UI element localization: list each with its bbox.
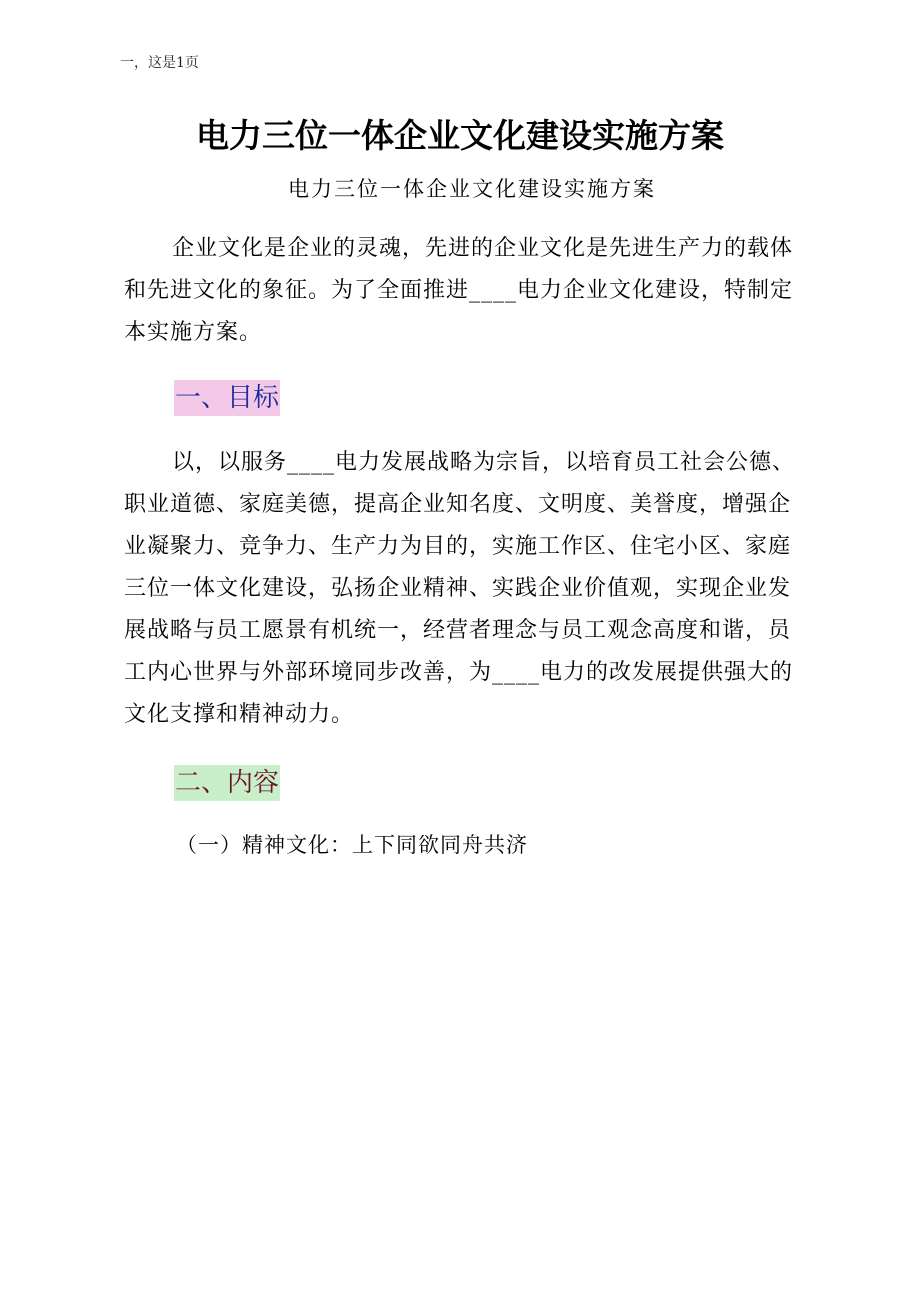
section-heading-goal: 一、目标 [174, 380, 280, 416]
subheading-spiritual-culture: （一）精神文化：上下同欲同舟共济 [176, 833, 528, 857]
document-subtitle: 电力三位一体企业文化建设实施方案 [288, 177, 656, 201]
document-title: 电力三位一体企业文化建设实施方案 [196, 116, 724, 155]
page-header-note: 一，这是1页 [120, 55, 199, 71]
intro-paragraph: 企业文化是企业的灵魂，先进的企业文化是先进生产力的载体和先进文化的象征。为了全面推进____电力企业文化建设，特制定本实施方案。 [124, 236, 794, 345]
section-heading-content: 二、内容 [174, 765, 280, 801]
goal-paragraph: 以，以服务____电力发展战略为宗旨，以培育员工社会公德、职业道德、家庭美德，提高企业知名度、文明度、美誉度，增强企业凝聚力、竞争力、生产力为目的，实施工作区、住宅小区、家庭三位一体文化建设，弘扬企业精神、实践企业价值观，实现企业发展战略与员工愿景有机统一，经营者理念与员工观念高度和谐，员工内心世界与外部环境同步改善，为____电力的改发展提供强大的文化支撑和精神动力。 [124, 450, 796, 727]
